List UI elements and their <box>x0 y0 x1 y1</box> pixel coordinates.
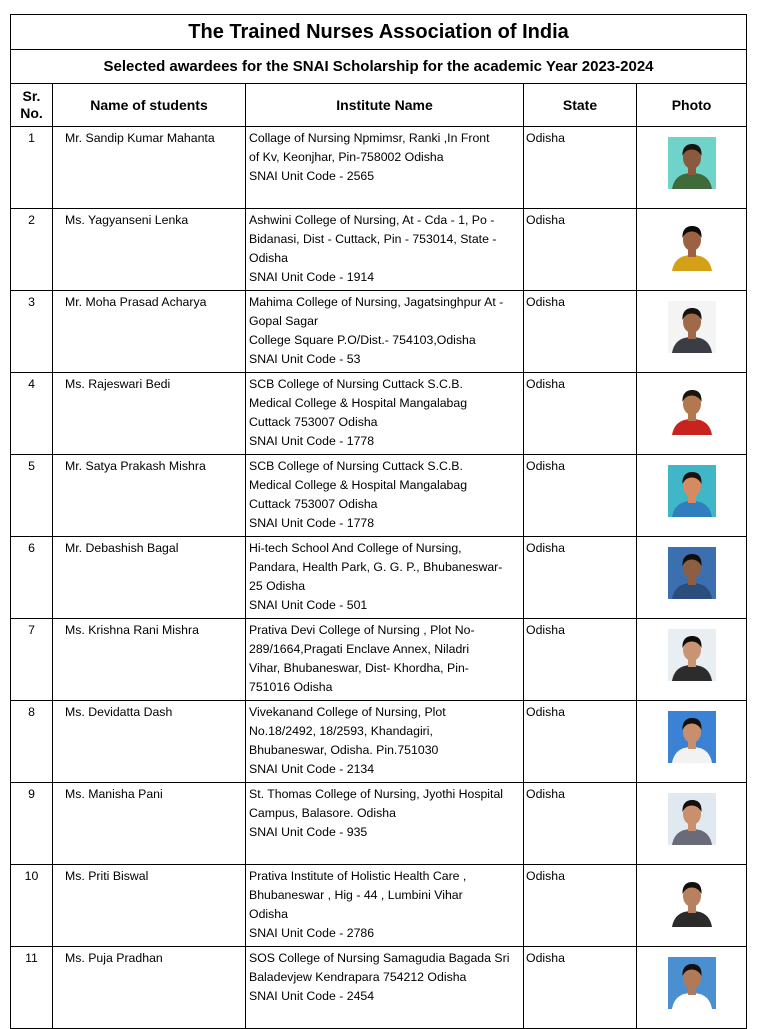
student-photo <box>668 383 716 435</box>
institute-line: Gopal Sagar <box>249 314 319 328</box>
table-row <box>11 537 747 619</box>
document-title: The Trained Nurses Association of India <box>11 15 747 50</box>
institute-line: Medical College & Hospital Mangalabag <box>249 478 468 492</box>
student-photo <box>668 547 716 599</box>
institute-line: SNAI Unit Code - 1778 <box>249 434 375 448</box>
institute-line: SNAI Unit Code - 935 <box>249 825 368 839</box>
institute-cell <box>246 947 524 1029</box>
table-row <box>11 373 747 455</box>
institute-line: Odisha <box>249 907 288 921</box>
photo-cell <box>637 373 747 455</box>
student-photo <box>668 219 716 271</box>
institute-line: Ashwini College of Nursing, At - Cda - 1, Po - <box>249 213 495 227</box>
state-cell: Odisha <box>524 783 637 865</box>
portrait-icon <box>668 629 716 681</box>
institute-line: of Kv, Keonjhar, Pin-758002 Odisha <box>249 150 444 164</box>
institute-line: Hi-tech School And College of Nursing, <box>249 541 462 555</box>
state-cell: Odisha <box>524 537 637 619</box>
header-photo: Photo <box>637 84 747 127</box>
sr-no-cell: 8 <box>11 701 53 783</box>
portrait-icon <box>668 793 716 845</box>
table-header-row <box>11 84 747 127</box>
institute-cell <box>246 619 524 701</box>
institute-line: SCB College of Nursing Cuttack S.C.B. <box>249 377 463 391</box>
photo-cell <box>637 209 747 291</box>
table-row <box>11 209 747 291</box>
institute-cell <box>246 455 524 537</box>
student-name-cell: Ms. Puja Pradhan <box>53 947 246 1029</box>
institute-line: St. Thomas College of Nursing, Jyothi Hospital <box>249 787 504 801</box>
student-name-cell: Ms. Manisha Pani <box>53 783 246 865</box>
photo-cell <box>637 455 747 537</box>
institute-cell <box>246 291 524 373</box>
sr-no-cell: 2 <box>11 209 53 291</box>
portrait-icon <box>668 711 716 763</box>
institute-line: SNAI Unit Code - 53 <box>249 352 361 366</box>
sr-no-cell: 7 <box>11 619 53 701</box>
sr-no-cell: 11 <box>11 947 53 1029</box>
institute-line: SNAI Unit Code - 1778 <box>249 516 375 530</box>
portrait-icon <box>668 383 716 435</box>
student-photo <box>668 957 716 1009</box>
sr-no-cell: 5 <box>11 455 53 537</box>
institute-line: Mahima College of Nursing, Jagatsinghpur At - <box>249 295 504 309</box>
institute-line: Vihar, Bhubaneswar, Dist- Khordha, Pin- <box>249 661 469 675</box>
student-photo <box>668 875 716 927</box>
institute-line: College Square P.O/Dist.- 754103,Odisha <box>249 333 476 347</box>
institute-line: 25 Odisha <box>249 579 306 593</box>
student-name-cell: Ms. Devidatta Dash <box>53 701 246 783</box>
document-sheet <box>10 14 746 1029</box>
institute-cell <box>246 783 524 865</box>
institute-cell <box>246 373 524 455</box>
institute-line: Baladevjew Kendrapara 754212 Odisha <box>249 970 467 984</box>
institute-line: SCB College of Nursing Cuttack S.C.B. <box>249 459 463 473</box>
sr-no-cell: 6 <box>11 537 53 619</box>
header-institute: Institute Name <box>246 84 524 127</box>
header-sr-no <box>11 84 53 127</box>
portrait-icon <box>668 465 716 517</box>
portrait-icon <box>668 301 716 353</box>
document-subtitle: Selected awardees for the SNAI Scholarship for the academic Year 2023-2024 <box>11 50 747 84</box>
header-sr-line1: Sr. <box>22 88 41 104</box>
student-name-cell: Ms. Krishna Rani Mishra <box>53 619 246 701</box>
institute-line: Collage of Nursing Npmimsr, Ranki ,In Front <box>249 131 490 145</box>
institute-line: Vivekanand College of Nursing, Plot <box>249 705 446 719</box>
institute-cell <box>246 127 524 209</box>
state-cell: Odisha <box>524 373 637 455</box>
sr-no-cell: 10 <box>11 865 53 947</box>
table-row <box>11 701 747 783</box>
state-cell: Odisha <box>524 619 637 701</box>
photo-cell <box>637 127 747 209</box>
institute-line: Prativa Devi College of Nursing , Plot No- <box>249 623 475 637</box>
awardees-table <box>10 14 747 1029</box>
sr-no-cell: 1 <box>11 127 53 209</box>
table-row <box>11 619 747 701</box>
institute-line: SNAI Unit Code - 2134 <box>249 762 375 776</box>
student-name-cell: Ms. Yagyanseni Lenka <box>53 209 246 291</box>
institute-line: Bhubaneswar, Odisha. Pin.751030 <box>249 743 439 757</box>
institute-cell <box>246 865 524 947</box>
institute-line: Campus, Balasore. Odisha <box>249 806 396 820</box>
table-row <box>11 783 747 865</box>
photo-cell <box>637 865 747 947</box>
portrait-icon <box>668 547 716 599</box>
institute-line: Cuttack 753007 Odisha <box>249 415 378 429</box>
institute-line: Bhubaneswar , Hig - 44 , Lumbini Vihar <box>249 888 463 902</box>
institute-cell <box>246 701 524 783</box>
state-cell: Odisha <box>524 947 637 1029</box>
table-row <box>11 455 747 537</box>
photo-cell <box>637 783 747 865</box>
student-photo <box>668 465 716 517</box>
institute-line: Prativa Institute of Holistic Health Care , <box>249 869 467 883</box>
student-name-cell: Mr. Moha Prasad Acharya <box>53 291 246 373</box>
student-photo <box>668 629 716 681</box>
institute-line: Cuttack 753007 Odisha <box>249 497 378 511</box>
state-cell: Odisha <box>524 127 637 209</box>
state-cell: Odisha <box>524 701 637 783</box>
student-photo <box>668 711 716 763</box>
photo-cell <box>637 947 747 1029</box>
student-name-cell: Mr. Debashish Bagal <box>53 537 246 619</box>
sr-no-cell: 3 <box>11 291 53 373</box>
institute-line: SNAI Unit Code - 2786 <box>249 926 375 940</box>
state-cell: Odisha <box>524 455 637 537</box>
institute-line: SNAI Unit Code - 1914 <box>249 270 375 284</box>
student-photo <box>668 137 716 189</box>
institute-line: 289/1664,Pragati Enclave Annex, Niladri <box>249 642 470 656</box>
photo-cell <box>637 701 747 783</box>
student-name-cell: Ms. Priti Biswal <box>53 865 246 947</box>
institute-line: SNAI Unit Code - 2454 <box>249 989 375 1003</box>
header-state: State <box>524 84 637 127</box>
institute-line: SNAI Unit Code - 501 <box>249 598 368 612</box>
student-name-cell: Mr. Satya Prakash Mishra <box>53 455 246 537</box>
table-body <box>11 127 747 1029</box>
state-cell: Odisha <box>524 291 637 373</box>
portrait-icon <box>668 957 716 1009</box>
photo-cell <box>637 537 747 619</box>
table-row <box>11 865 747 947</box>
institute-cell <box>246 537 524 619</box>
state-cell: Odisha <box>524 209 637 291</box>
sr-no-cell: 9 <box>11 783 53 865</box>
institute-line: Medical College & Hospital Mangalabag <box>249 396 468 410</box>
portrait-icon <box>668 875 716 927</box>
student-photo <box>668 793 716 845</box>
student-name-cell: Ms. Rajeswari Bedi <box>53 373 246 455</box>
table-row <box>11 127 747 209</box>
institute-line: Odisha <box>249 251 288 265</box>
table-row <box>11 291 747 373</box>
state-cell: Odisha <box>524 865 637 947</box>
institute-line: No.18/2492, 18/2593, Khandagiri, <box>249 724 433 738</box>
portrait-icon <box>668 219 716 271</box>
institute-line: SNAI Unit Code - 2565 <box>249 169 375 183</box>
institute-line: SOS College of Nursing Samagudia Bagada Sri <box>249 951 510 965</box>
header-name: Name of students <box>53 84 246 127</box>
institute-line: Pandara, Health Park, G. G. P., Bhubaneswar- <box>249 560 503 574</box>
photo-cell <box>637 619 747 701</box>
header-sr-line2: No. <box>20 105 43 121</box>
table-row <box>11 947 747 1029</box>
institute-cell <box>246 209 524 291</box>
sr-no-cell: 4 <box>11 373 53 455</box>
photo-cell <box>637 291 747 373</box>
institute-line: Bidanasi, Dist - Cuttack, Pin - 753014, State - <box>249 232 497 246</box>
student-name-cell: Mr. Sandip Kumar Mahanta <box>53 127 246 209</box>
portrait-icon <box>668 137 716 189</box>
institute-line: 751016 Odisha <box>249 680 333 694</box>
student-photo <box>668 301 716 353</box>
